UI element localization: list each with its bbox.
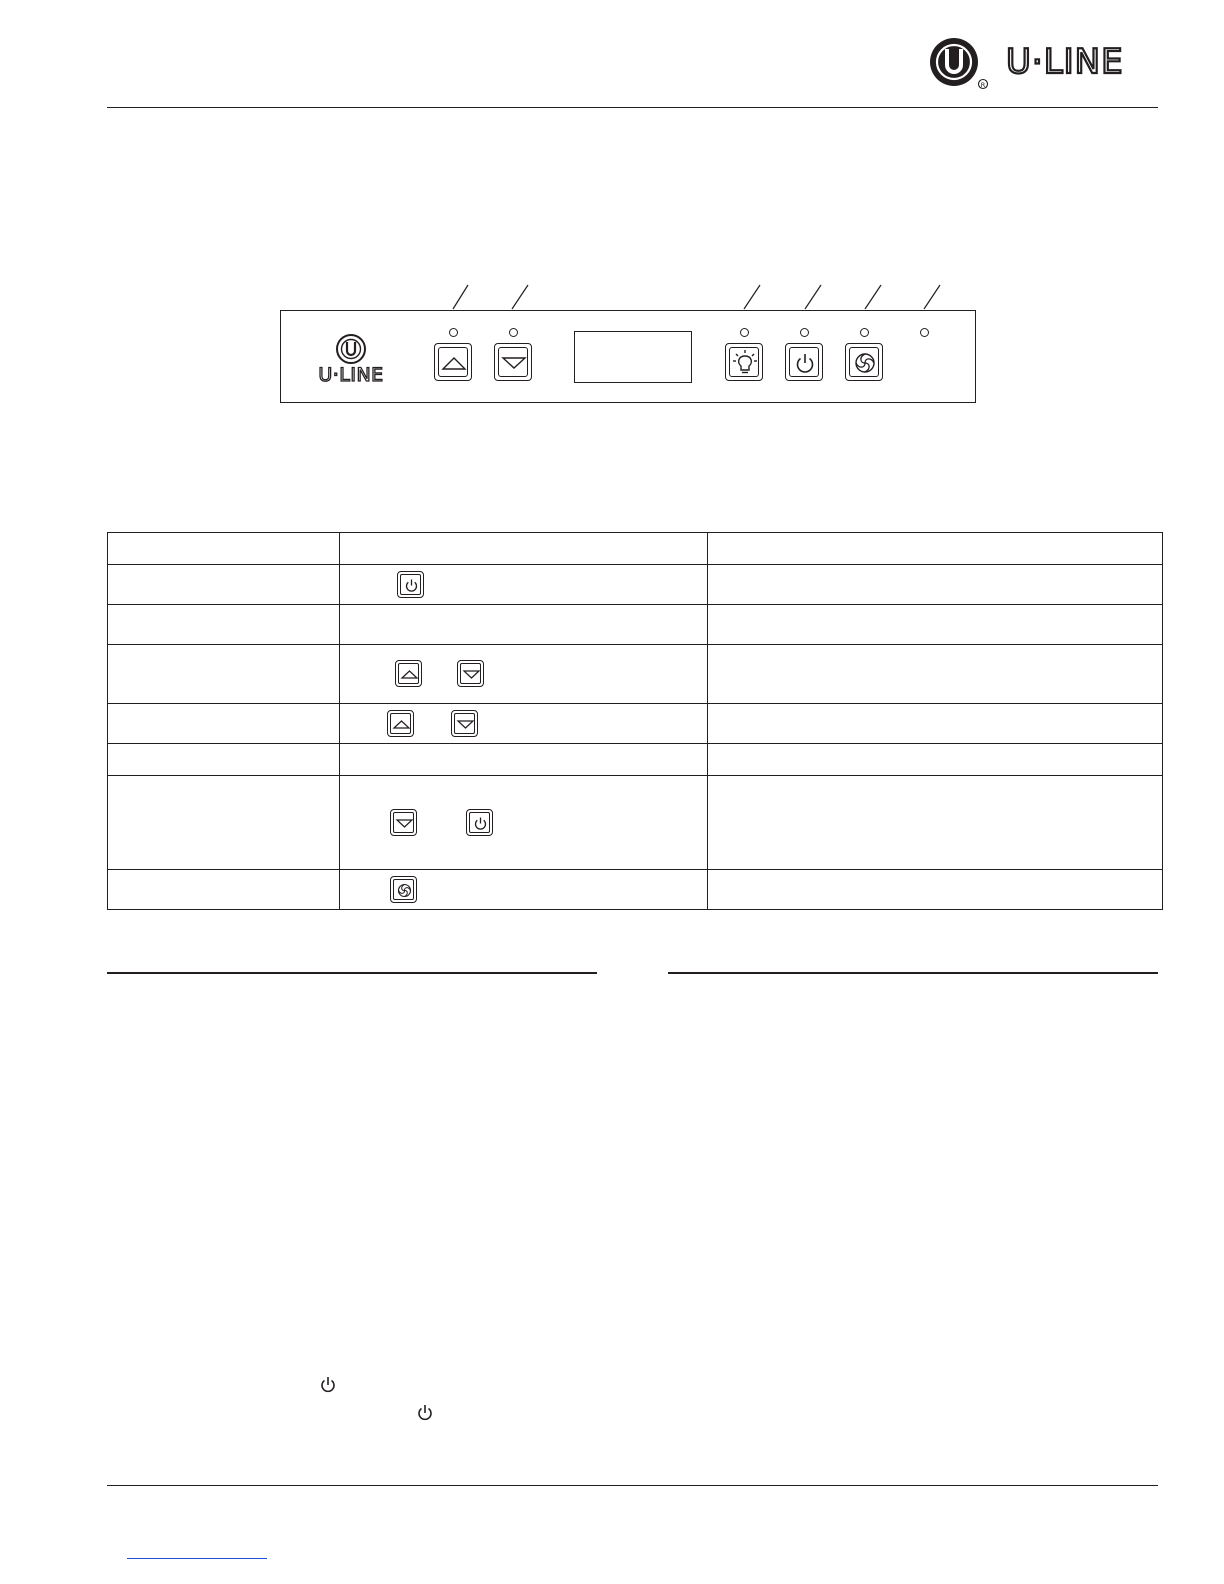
brand-mark-icon (928, 36, 992, 92)
table-header-row (108, 533, 1163, 565)
table-temp-up-button (387, 710, 414, 737)
panel-temp-up-button[interactable] (434, 343, 472, 381)
table-power-button (466, 809, 493, 836)
table-row (108, 645, 1163, 704)
table-cell (708, 645, 1163, 704)
callout-fan (865, 285, 881, 309)
table-cell (108, 704, 340, 744)
table-row (108, 870, 1163, 910)
panel-temp-down-button[interactable] (494, 343, 532, 381)
triangle-down-icon (458, 661, 485, 688)
callout-temp-down (512, 285, 528, 309)
triangle-up-icon (388, 711, 415, 738)
table-cell (108, 744, 340, 776)
panel-power-button[interactable] (785, 343, 823, 381)
table-row (108, 565, 1163, 605)
temp-down-indicator-led (509, 328, 518, 337)
triangle-up-icon (396, 661, 423, 688)
table-cell (340, 645, 708, 704)
table-fan-button (390, 876, 417, 903)
table-cell (340, 605, 708, 645)
table-cell (108, 533, 340, 565)
triangle-up-icon (435, 344, 473, 382)
table-cell (108, 605, 340, 645)
panel-wordmark: U·LINE (318, 364, 384, 386)
table-row (108, 776, 1163, 870)
power-icon (467, 810, 494, 837)
callout-temp-up (453, 285, 468, 309)
section-rule-left (107, 972, 597, 974)
panel-logo (305, 333, 397, 389)
brand-wordmark: U·LINE (1006, 42, 1124, 82)
triangle-down-icon (495, 344, 533, 382)
section-rule-right (668, 972, 1158, 974)
triangle-down-icon (391, 810, 418, 837)
table-row (108, 744, 1163, 776)
footer-link-underline[interactable] (127, 1558, 267, 1559)
panel-fan-button[interactable] (845, 343, 883, 381)
brand-logo (928, 36, 1160, 92)
table-cell (708, 776, 1163, 870)
light-indicator-led (740, 328, 749, 337)
light-bulb-icon (726, 344, 764, 382)
table-cell (340, 704, 708, 744)
temperature-display (574, 331, 692, 383)
status-indicator-led (920, 328, 929, 337)
table-temp-down-button (451, 710, 478, 737)
temp-up-indicator-led (449, 328, 458, 337)
panel-callout-lines (440, 280, 960, 312)
fan-swirl-icon (846, 344, 884, 382)
table-row (108, 704, 1163, 744)
table-cell (340, 776, 708, 870)
table-cell (708, 605, 1163, 645)
table-temp-down-button (457, 660, 484, 687)
fan-indicator-led (860, 328, 869, 337)
power-icon (318, 1374, 338, 1396)
table-cell (340, 870, 708, 910)
table-temp-up-button (395, 660, 422, 687)
table-cell (108, 645, 340, 704)
table-cell (708, 704, 1163, 744)
power-icon (398, 572, 425, 599)
table-temp-down-button (390, 809, 417, 836)
table-cell (108, 776, 340, 870)
callout-light (744, 285, 760, 309)
table-cell (708, 565, 1163, 605)
table-cell (108, 565, 340, 605)
table-cell (708, 744, 1163, 776)
callout-indicator (924, 285, 940, 309)
table-cell (108, 870, 340, 910)
power-indicator-led (800, 328, 809, 337)
power-icon (786, 344, 824, 382)
table-cell (708, 870, 1163, 910)
callout-power (805, 285, 821, 309)
table-cell (340, 744, 708, 776)
panel-light-button[interactable] (725, 343, 763, 381)
triangle-down-icon (452, 711, 479, 738)
fan-swirl-icon (391, 877, 418, 904)
footer-rule (107, 1485, 1158, 1486)
power-icon (415, 1402, 435, 1424)
table-row (108, 605, 1163, 645)
panel-brand-mark-icon (335, 333, 367, 365)
table-power-button (397, 571, 424, 598)
table-cell (340, 565, 708, 605)
header-rule (107, 107, 1158, 108)
control-panel-diagram (280, 310, 976, 403)
table-cell (708, 533, 1163, 565)
table-cell (340, 533, 708, 565)
control-operations-table (107, 532, 1163, 910)
registered-mark: R (980, 80, 986, 89)
